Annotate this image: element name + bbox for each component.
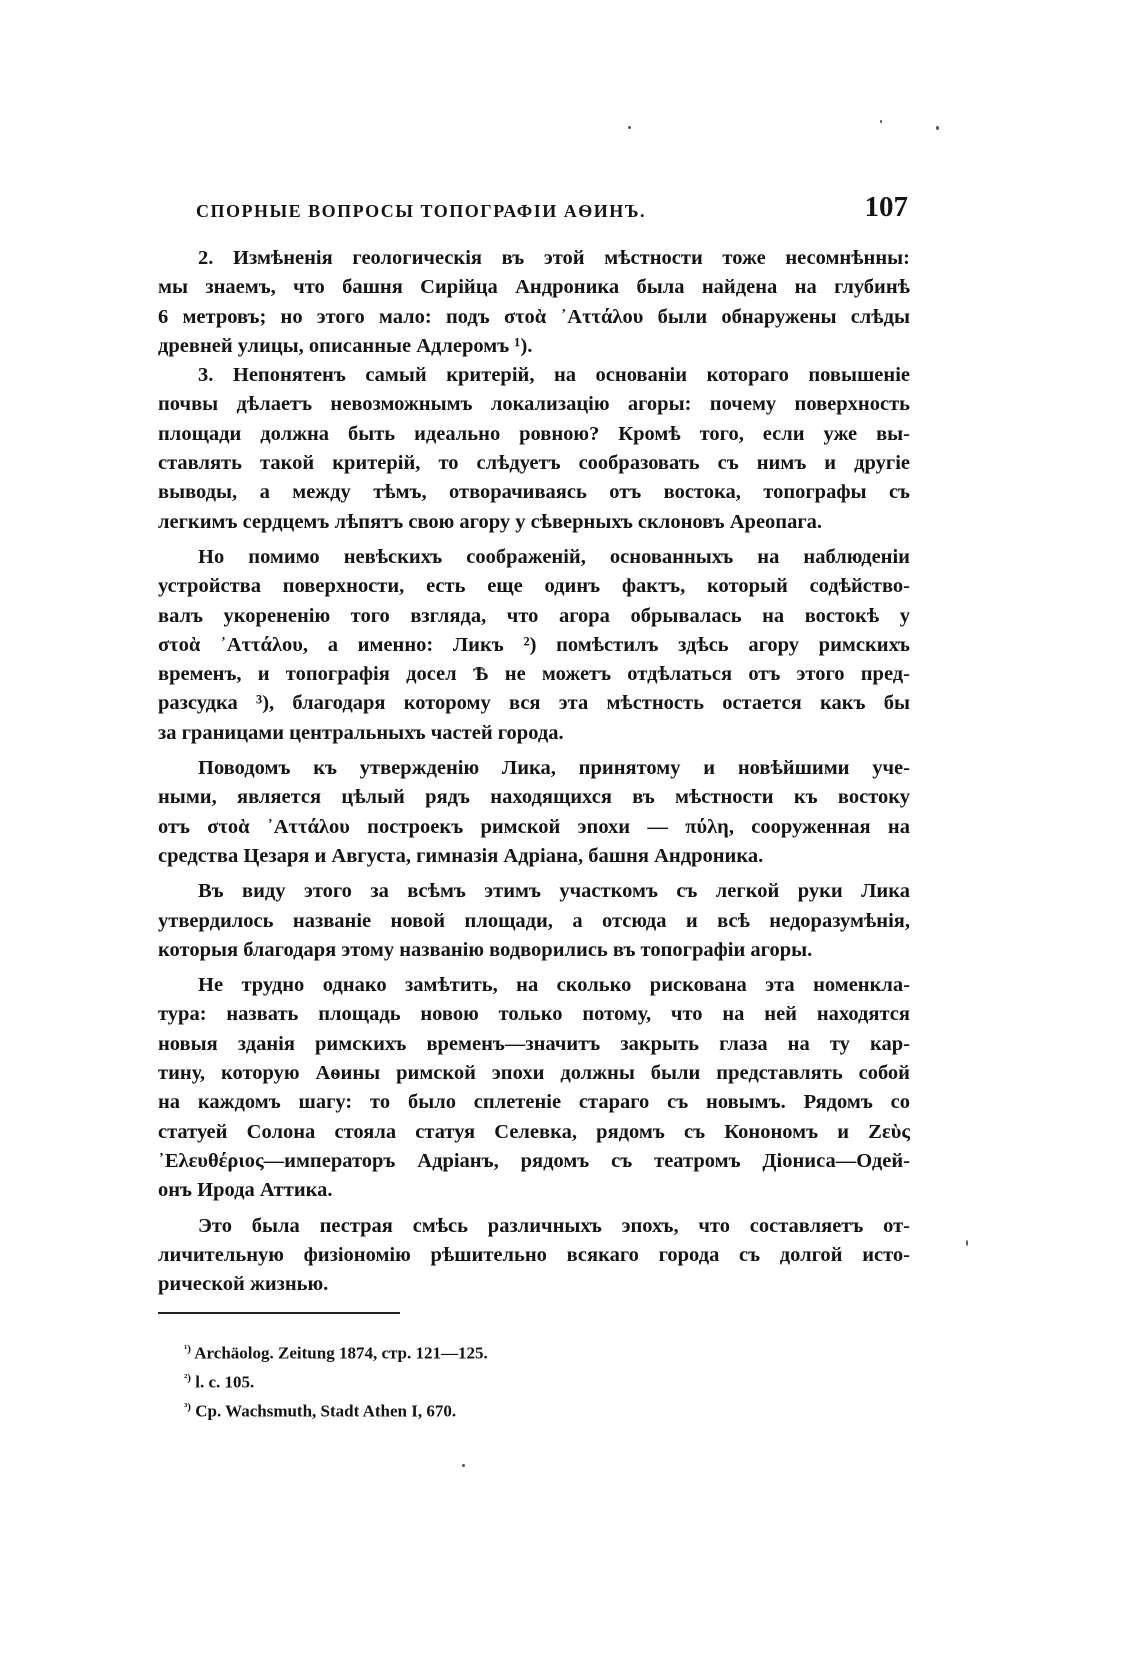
footnote-2: [184, 1364, 824, 1393]
text-line: утвердилось названіе новой площади, а отсюда и всѣ недоразумѣнія,: [158, 909, 910, 932]
paragraph-5: [158, 877, 910, 965]
text-line: ными, является цѣлый рядъ находящихся въ мѣстности къ востоку: [158, 786, 910, 809]
text-line: на каждомъ шагу: то было сплетеніе стараго съ новымъ. Рядомъ со: [158, 1091, 910, 1114]
running-title: СПОРНЫЕ ВОПРОСЫ ТОПОГРАФІИ АѲИНЪ.: [196, 201, 646, 221]
text-line: 6 метровъ; но этого мало: подъ στοὰ ᾿Αττάλου были обнаружены слѣды: [158, 305, 910, 328]
text-line: временъ, и топографія досел Ѣ не можетъ отдѣлаться отъ этого пред-: [158, 663, 910, 686]
text-line: которыя благодаря этому названію водворились въ топографіи агоры.: [158, 938, 813, 961]
text-line: στοὰ ᾿Αττάλου, а именно: Ликъ ²) помѣстилъ здѣсь агору римскихъ: [158, 633, 910, 656]
text-line: ставлять такой критерій, то слѣдуетъ сообразовать съ нимъ и другіе: [158, 452, 910, 475]
text-line: 2. Измѣненія геологическія въ этой мѣстности тоже несомнѣнны:: [198, 247, 910, 269]
text-line: почвы дѣлаетъ невозможнымъ локализацію агоры: почему поверхность: [158, 393, 910, 416]
page-number: 107: [864, 191, 908, 223]
text-line: 3. Непонятенъ самый критерій, на основаніи котораго повышеніе: [198, 364, 910, 387]
scan-speck: [462, 1464, 465, 1467]
scan-speck: [936, 126, 939, 130]
text-line: ᾿Ελευθέριος—императоръ Адріанъ, рядомъ съ театромъ Діониса—Одей-: [158, 1149, 910, 1172]
footnote-mark: ³): [184, 1401, 191, 1413]
scan-speck: [966, 1240, 968, 1246]
paragraph-7: [158, 1212, 910, 1300]
footnote-text: Cp. Wachsmuth, Stadt Athen I, 670.: [195, 1401, 457, 1421]
text-line: личительную физіономію рѣшительно всякаго города съ долгой исто-: [158, 1243, 910, 1266]
text-line: Но помимо невѣскихъ соображеній, основанныхъ на наблюденіи: [198, 545, 910, 568]
text-line: рической жизнью.: [158, 1273, 329, 1296]
page-header: [196, 186, 908, 226]
paragraph-4: [158, 754, 910, 871]
text-line: Это была пестрая смѣсь различныхъ эпохъ, что составляетъ от-: [198, 1214, 910, 1237]
text-line: статуей Солона стояла статуя Селевка, рядомъ съ Конономъ и Ζεὺς: [158, 1120, 910, 1143]
footnote-text: Archäolog. Zeitung 1874, стр. 121—125.: [194, 1343, 488, 1363]
paragraph-6: [158, 971, 910, 1205]
footnote-rule: [158, 1312, 400, 1314]
footnotes: [184, 1335, 824, 1422]
text-line: устройства поверхности, есть еще одинъ фактъ, который содѣйство-: [158, 575, 910, 598]
text-line: валъ укорененію того взгляда, что агора обрывалась на востокѣ у: [158, 604, 910, 627]
paragraph-1: [158, 244, 910, 361]
text-line: отъ στοὰ ᾿Αττάλου построекъ римской эпохи — πύλη, сооруженная на: [158, 815, 910, 838]
scan-speck: [880, 120, 882, 123]
paragraph-2: [158, 361, 910, 537]
footnote-3: [184, 1393, 824, 1422]
text-line: Въ виду этого за всѣмъ этимъ участкомъ съ легкой руки Лика: [198, 880, 910, 903]
text-line: площади должна быть идеально ровною? Кромѣ того, если уже вы-: [158, 422, 910, 445]
text-line: Поводомъ къ утвержденію Лика, принятому и новѣйшими уче-: [198, 757, 910, 780]
text-line: средства Цезаря и Августа, гимназія Адріана, башня Андроника.: [158, 844, 764, 867]
text-line: древней улицы, описанные Адлеромъ ¹).: [158, 334, 533, 357]
text-line: онъ Ирода Аттика.: [158, 1179, 333, 1202]
body-text: [158, 244, 910, 1299]
text-line: разсудка ³), благодаря которому вся эта мѣстность остается какъ бы: [158, 692, 910, 715]
footnote-1: [184, 1335, 824, 1364]
scan-speck: [628, 126, 631, 129]
text-line: за границами центральныхъ частей города.: [158, 721, 564, 744]
footnote-mark: ²): [184, 1372, 191, 1384]
footnote-mark: ¹): [184, 1343, 191, 1355]
text-line: тура: назвать площадь новою только потому, что на ней находятся: [158, 1003, 910, 1026]
text-line: легкимъ сердцемъ лѣпятъ свою агору у сѣверныхъ склоновъ Ареопага.: [158, 510, 823, 533]
paragraph-3: [158, 543, 910, 748]
text-line: новыя зданія римскихъ временъ—значитъ закрыть глаза на ту кар-: [158, 1032, 910, 1055]
text-line: тину, которую Аѳины римской эпохи должны были представлять собой: [158, 1062, 910, 1085]
text-line: мы знаемъ, что башня Сирійца Андроника была найдена на глубинѣ: [158, 276, 910, 299]
text-line: Не трудно однако замѣтить, на сколько рискована эта номенкла-: [198, 974, 910, 997]
footnote-text: l. c. 105.: [195, 1372, 255, 1392]
text-line: выводы, а между тѣмъ, отворачиваясь отъ востока, топографы съ: [158, 481, 910, 504]
